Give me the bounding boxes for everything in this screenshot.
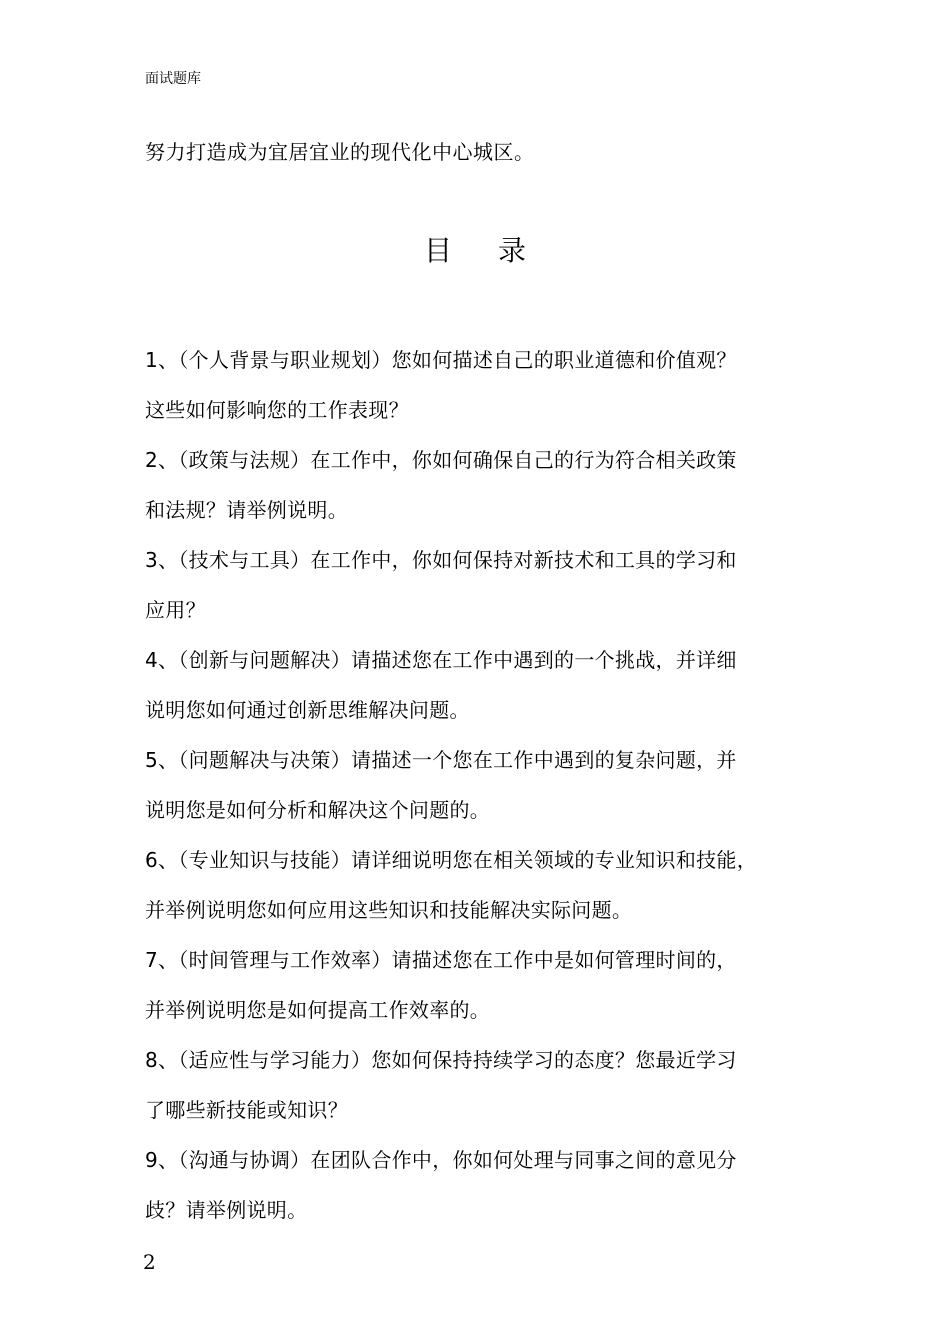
toc-item-line: 并举例说明您是如何提高工作效率的。 — [145, 998, 491, 1022]
toc-title-char-1: 目 — [423, 234, 452, 267]
toc-item-9[interactable] — [145, 1135, 825, 1235]
toc-item-3[interactable] — [145, 535, 825, 635]
toc-item-4[interactable] — [145, 635, 825, 735]
toc-item-6[interactable] — [145, 835, 825, 935]
toc-item-line: 4、（创新与问题解决）请描述您在工作中遇到的一个挑战，并详细 — [145, 648, 737, 672]
toc-item-line: 并举例说明您如何应用这些知识和技能解决实际问题。 — [145, 898, 633, 922]
toc-item-line: 6、（专业知识与技能）请详细说明您在相关领域的专业知识和技能， — [145, 848, 758, 872]
page-number: 2 — [143, 1250, 156, 1274]
toc-item-line: 2、（政策与法规）在工作中，你如何确保自己的行为符合相关政策 — [145, 448, 737, 472]
toc-item-line: 3、（技术与工具）在工作中，你如何保持对新技术和工具的学习和 — [145, 548, 737, 572]
toc-item-2[interactable] — [145, 435, 825, 535]
toc-item-7[interactable] — [145, 935, 825, 1035]
toc-item-line: 歧？请举例说明。 — [145, 1198, 308, 1222]
toc-item-line: 应用？ — [145, 598, 206, 622]
toc-item-line: 9、（沟通与协调）在团队合作中，你如何处理与同事之间的意见分 — [145, 1148, 737, 1172]
toc-item-line: 8、（适应性与学习能力）您如何保持持续学习的态度？您最近学习 — [145, 1048, 737, 1072]
toc-item-8[interactable] — [145, 1035, 825, 1135]
toc-item-5[interactable] — [145, 735, 825, 835]
toc-item-line: 7、（时间管理与工作效率）请描述您在工作中是如何管理时间的， — [145, 948, 737, 972]
toc-item-1[interactable] — [145, 335, 825, 435]
toc-title-char-2: 录 — [498, 234, 527, 267]
toc-item-line: 1、（个人背景与职业规划）您如何描述自己的职业道德和价值观？ — [145, 348, 737, 372]
toc-list — [145, 335, 825, 1235]
toc-item-line: 说明您是如何分析和解决这个问题的。 — [145, 798, 491, 822]
intro-paragraph-line: 努力打造成为宜居宜业的现代化中心城区。 — [145, 140, 535, 164]
toc-title — [0, 232, 950, 270]
toc-item-line: 5、（问题解决与决策）请描述一个您在工作中遇到的复杂问题，并 — [145, 748, 737, 772]
toc-item-line: 和法规？请举例说明。 — [145, 498, 348, 522]
toc-item-line: 说明您如何通过创新思维解决问题。 — [145, 698, 470, 722]
toc-item-line: 这些如何影响您的工作表现？ — [145, 398, 409, 422]
page-header: 面试题库 — [145, 71, 201, 87]
toc-item-line: 了哪些新技能或知识？ — [145, 1098, 348, 1122]
